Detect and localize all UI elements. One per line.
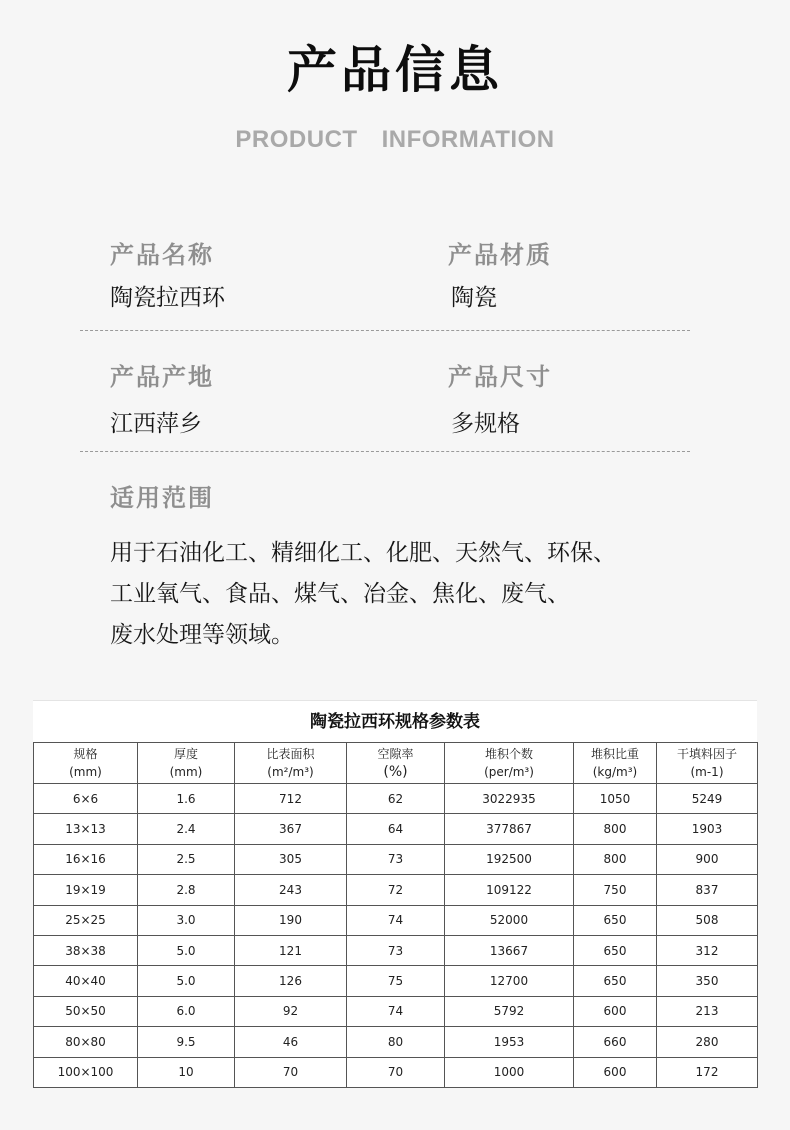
table-row xyxy=(34,966,758,996)
usage-line: 废水处理等领域。 xyxy=(110,622,294,648)
page-subtitle xyxy=(0,126,790,154)
table-cell: 70 xyxy=(235,1057,347,1087)
subtitle-word-product: PRODUCT xyxy=(235,126,358,153)
table-cell: 377867 xyxy=(445,814,574,844)
usage-line: 工业氧气、食品、煤气、冶金、焦化、废气、 xyxy=(110,581,570,607)
column-header: 空隙率 (%) xyxy=(347,743,445,784)
divider xyxy=(80,451,690,452)
column-header: 堆积个数 (per/m³) xyxy=(445,743,574,784)
table-cell: 13667 xyxy=(445,935,574,965)
table-cell: 5792 xyxy=(445,996,574,1026)
table-cell: 72 xyxy=(347,875,445,905)
table-cell: 660 xyxy=(574,1027,657,1057)
table-cell: 9.5 xyxy=(138,1027,235,1057)
table-cell: 1.6 xyxy=(138,784,235,814)
table-cell: 600 xyxy=(574,996,657,1026)
table-row xyxy=(34,1027,758,1057)
table-row xyxy=(34,844,758,874)
table-cell: 92 xyxy=(235,996,347,1026)
column-header: 规格 (mm) xyxy=(34,743,138,784)
table-row xyxy=(34,1057,758,1087)
table-row xyxy=(34,814,758,844)
table-cell: 80×80 xyxy=(34,1027,138,1057)
table-cell: 367 xyxy=(235,814,347,844)
table-header-row xyxy=(34,743,758,784)
table-cell: 62 xyxy=(347,784,445,814)
product-origin-value: 江西萍乡 xyxy=(110,411,202,437)
table-cell: 900 xyxy=(657,844,758,874)
table-cell: 650 xyxy=(574,935,657,965)
usage-text xyxy=(110,533,680,656)
product-size-label: 产品尺寸 xyxy=(448,363,552,391)
table-cell: 10 xyxy=(138,1057,235,1087)
product-name-label: 产品名称 xyxy=(110,241,214,269)
product-size-value: 多规格 xyxy=(451,411,520,437)
table-cell: 73 xyxy=(347,844,445,874)
table-cell: 74 xyxy=(347,905,445,935)
table-cell: 52000 xyxy=(445,905,574,935)
product-material-label: 产品材质 xyxy=(448,241,552,269)
table-cell: 121 xyxy=(235,935,347,965)
page-title: 产品信息 xyxy=(287,41,503,99)
table-cell: 12700 xyxy=(445,966,574,996)
table-cell: 2.8 xyxy=(138,875,235,905)
table-cell: 213 xyxy=(657,996,758,1026)
table-cell: 2.5 xyxy=(138,844,235,874)
table-cell: 6×6 xyxy=(34,784,138,814)
table-cell: 38×38 xyxy=(34,935,138,965)
table-row xyxy=(34,784,758,814)
table-cell: 800 xyxy=(574,814,657,844)
table-cell: 172 xyxy=(657,1057,758,1087)
spec-table-container xyxy=(33,700,757,1088)
table-cell: 650 xyxy=(574,905,657,935)
table-cell: 2.4 xyxy=(138,814,235,844)
table-cell: 13×13 xyxy=(34,814,138,844)
divider xyxy=(80,330,690,331)
table-cell: 5249 xyxy=(657,784,758,814)
table-cell: 1050 xyxy=(574,784,657,814)
table-cell: 1000 xyxy=(445,1057,574,1087)
table-cell: 3.0 xyxy=(138,905,235,935)
table-cell: 100×100 xyxy=(34,1057,138,1087)
table-cell: 243 xyxy=(235,875,347,905)
table-cell: 1953 xyxy=(445,1027,574,1057)
table-cell: 280 xyxy=(657,1027,758,1057)
table-cell: 712 xyxy=(235,784,347,814)
table-cell: 800 xyxy=(574,844,657,874)
table-row xyxy=(34,905,758,935)
column-header: 比表面积 (m²/m³) xyxy=(235,743,347,784)
subtitle-word-information: INFORMATION xyxy=(381,126,555,153)
spec-table-title: 陶瓷拉西环规格参数表 xyxy=(33,700,757,742)
product-material-value: 陶瓷 xyxy=(451,285,497,311)
table-cell: 305 xyxy=(235,844,347,874)
usage-label: 适用范围 xyxy=(110,484,214,512)
table-cell: 74 xyxy=(347,996,445,1026)
table-cell: 46 xyxy=(235,1027,347,1057)
table-cell: 6.0 xyxy=(138,996,235,1026)
usage-line: 用于石油化工、精细化工、化肥、天然气、环保、 xyxy=(110,540,616,566)
table-cell: 190 xyxy=(235,905,347,935)
column-header: 厚度 (mm) xyxy=(138,743,235,784)
table-cell: 75 xyxy=(347,966,445,996)
table-cell: 25×25 xyxy=(34,905,138,935)
table-cell: 750 xyxy=(574,875,657,905)
table-cell: 650 xyxy=(574,966,657,996)
table-cell: 1903 xyxy=(657,814,758,844)
table-cell: 5.0 xyxy=(138,935,235,965)
table-row xyxy=(34,996,758,1026)
table-cell: 350 xyxy=(657,966,758,996)
table-cell: 40×40 xyxy=(34,966,138,996)
table-cell: 70 xyxy=(347,1057,445,1087)
product-origin-label: 产品产地 xyxy=(110,363,214,391)
table-cell: 80 xyxy=(347,1027,445,1057)
table-cell: 19×19 xyxy=(34,875,138,905)
column-header: 堆积比重 (kg/m³) xyxy=(574,743,657,784)
table-row xyxy=(34,875,758,905)
table-cell: 5.0 xyxy=(138,966,235,996)
table-cell: 600 xyxy=(574,1057,657,1087)
table-cell: 837 xyxy=(657,875,758,905)
table-cell: 508 xyxy=(657,905,758,935)
table-cell: 3022935 xyxy=(445,784,574,814)
spec-table xyxy=(33,742,758,1088)
table-cell: 73 xyxy=(347,935,445,965)
table-cell: 126 xyxy=(235,966,347,996)
table-cell: 109122 xyxy=(445,875,574,905)
table-cell: 64 xyxy=(347,814,445,844)
column-header: 干填料因子 (m-1) xyxy=(657,743,758,784)
table-row xyxy=(34,935,758,965)
table-cell: 50×50 xyxy=(34,996,138,1026)
product-name-value: 陶瓷拉西环 xyxy=(110,285,225,311)
table-cell: 16×16 xyxy=(34,844,138,874)
table-cell: 312 xyxy=(657,935,758,965)
table-cell: 192500 xyxy=(445,844,574,874)
